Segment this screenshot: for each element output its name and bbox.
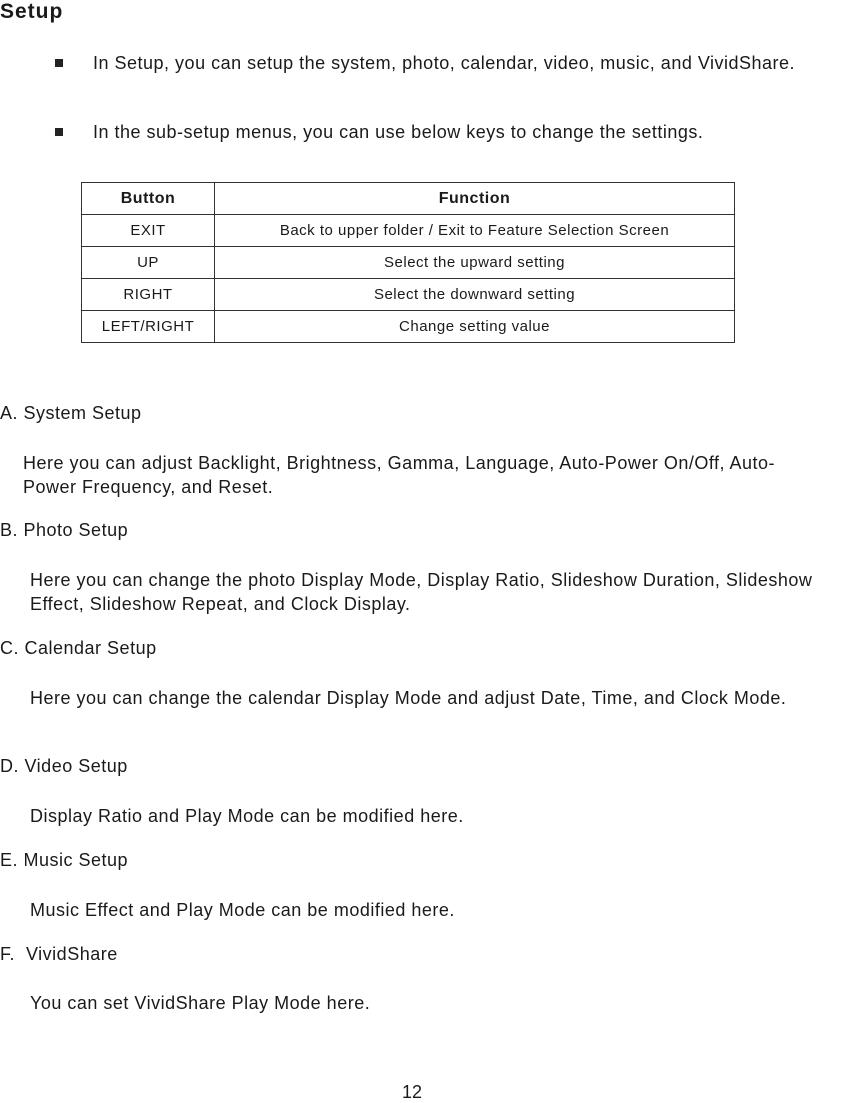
key-function-table	[81, 182, 735, 343]
section-heading-photo: B. Photo Setup	[0, 520, 129, 540]
table-row	[82, 247, 735, 279]
cell-function: Change setting value	[215, 311, 735, 343]
page-title: Setup	[0, 0, 64, 23]
cell-function: Select the downward setting	[215, 279, 735, 311]
cell-function: Back to upper folder / Exit to Feature Selection Screen	[215, 215, 735, 247]
bullet-square-icon	[55, 128, 63, 136]
header-button: Button	[82, 183, 215, 215]
cell-button: UP	[82, 247, 215, 279]
section-heading-video: D. Video Setup	[0, 756, 128, 776]
header-function: Function	[215, 183, 735, 215]
cell-button: RIGHT	[82, 279, 215, 311]
section-body-video: Display Ratio and Play Mode can be modified here.	[30, 806, 464, 826]
bullet-text: In the sub-setup menus, you can use below keys to change the settings.	[93, 122, 704, 142]
section-heading-vividshare: F. VividShare	[0, 944, 118, 964]
section-body-system: Here you can adjust Backlight, Brightness, Gamma, Language, Auto-Power On/Off, Auto-Power Frequency, and Reset.	[23, 453, 776, 497]
section-heading-music: E. Music Setup	[0, 850, 129, 870]
section-body-vividshare: You can set VividShare Play Mode here.	[30, 993, 371, 1013]
section-body-photo: Here you can change the photo Display Mode, Display Ratio, Slideshow Duration, Slideshow Effect, Slideshow Repeat, and Clock Display.	[30, 570, 813, 614]
intro-bullet-keys	[55, 121, 815, 144]
page-number: 12	[402, 1082, 423, 1102]
cell-button: EXIT	[82, 215, 215, 247]
bullet-text: In Setup, you can setup the system, photo, calendar, video, music, and VividShare.	[93, 53, 796, 73]
table-row	[82, 215, 735, 247]
bullet-square-icon	[55, 59, 63, 67]
intro-bullet-setup	[55, 52, 815, 75]
cell-button: LEFT/RIGHT	[82, 311, 215, 343]
section-heading-calendar: C. Calendar Setup	[0, 638, 157, 658]
section-body-music: Music Effect and Play Mode can be modified here.	[30, 900, 455, 920]
section-body-calendar: Here you can change the calendar Display Mode and adjust Date, Time, and Clock Mode.	[30, 688, 787, 708]
table-header-row	[82, 183, 735, 215]
table-row	[82, 279, 735, 311]
section-heading-system: A. System Setup	[0, 403, 142, 423]
cell-function: Select the upward setting	[215, 247, 735, 279]
table-row	[82, 311, 735, 343]
